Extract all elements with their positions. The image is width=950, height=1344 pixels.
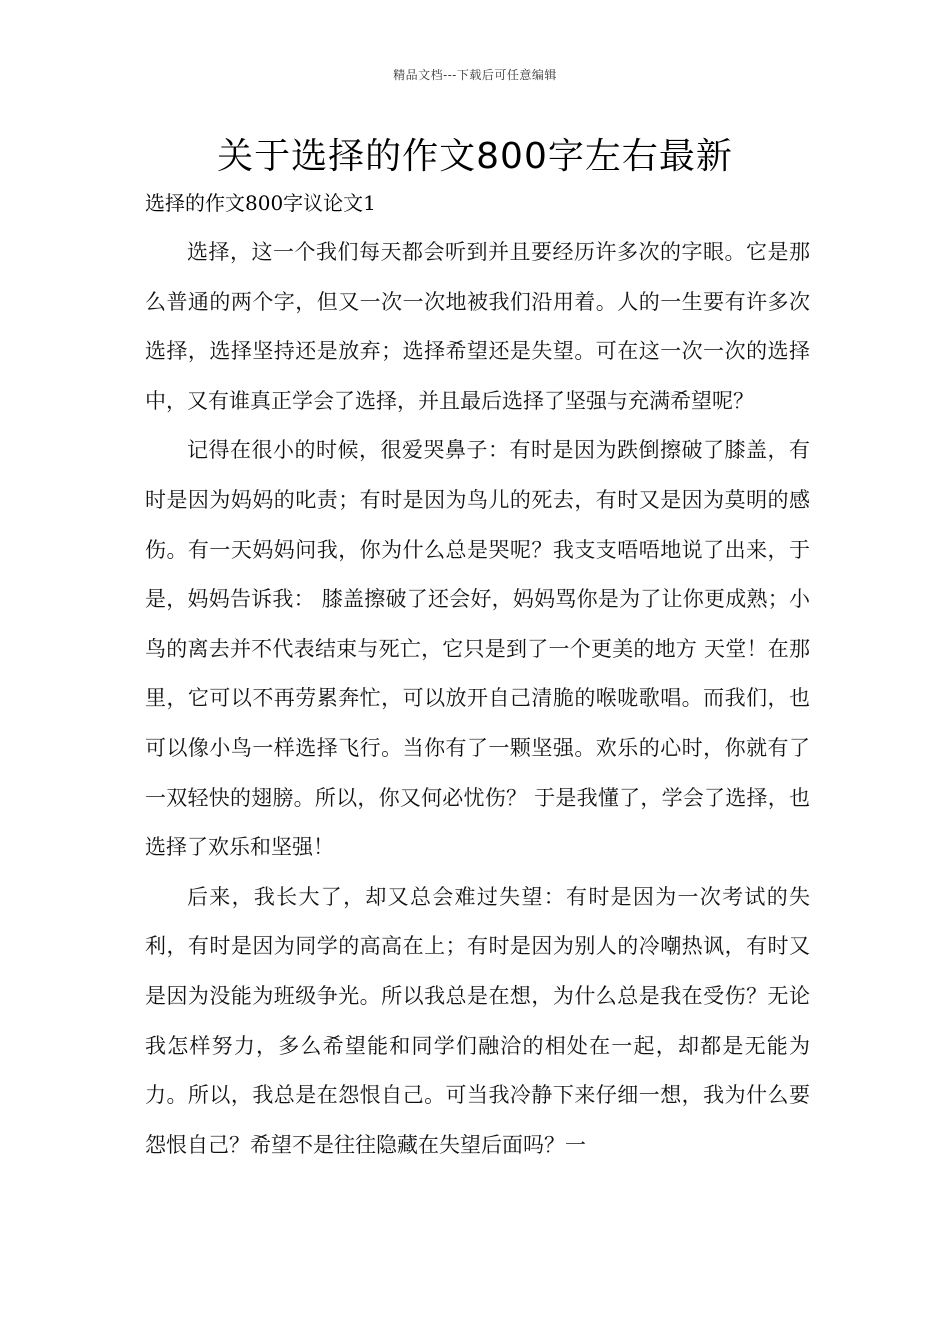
paragraph: 后来，我长大了，却又总会难过失望：有时是因为一次考试的失利，有时是因为同学的高高在上；有时是因为别人的冷嘲热讽，有时又是因为没能为班级争光。所以我总是在想，为什么总是我在受伤？无论我怎样努力，多么希望能和同学们融洽的相处在一起，却都是无能为力。所以，我总是在怨恨自己。可当我冷静下来仔细一想，我为什么要怨恨自己？希望不是往往隐藏在失望后面吗？一 bbox=[145, 884, 810, 1157]
paragraph: 记得在很小的时候，很爱哭鼻子：有时是因为跌倒擦破了膝盖，有时是因为妈妈的叱责；有时是因为鸟儿的死去，有时又是因为莫明的感伤。有一天妈妈问我，你为什么总是哭呢？我支支唔唔地说了出来，于是，妈妈告诉我： 膝盖擦破了还会好，妈妈骂你是为了让你更成熟；小鸟的离去并不代表结束与死亡，它只是到了一个更美的地方 天堂！在那里，它可以不再劳累奔忙，可以放开自己清脆的喉咙歌唱。而我们，也可以像小鸟一样选择飞行。当你有了一颗坚强。欢乐的心时，你就有了一双轻快的翅膀。所以，你又何必忧伤？ 于是我懂了，学会了选择，也选择了欢乐和坚强！ bbox=[145, 438, 810, 860]
page-header-note: 精品文档---下载后可任意编辑 bbox=[393, 68, 557, 82]
document-title: 关于选择的作文800字左右最新 bbox=[217, 136, 733, 177]
document-body bbox=[145, 228, 810, 1170]
section-heading: 选择的作文800字议论文1 bbox=[145, 191, 376, 215]
paragraph: 选择，这一个我们每天都会听到并且要经历许多次的字眼。它是那么普通的两个字，但又一次一次地被我们沿用着。人的一生要有许多次选择，选择坚持还是放弃；选择希望还是失望。可在这一次一次的选择中，又有谁真正学会了选择，并且最后选择了坚强与充满希望呢？ bbox=[145, 240, 810, 413]
